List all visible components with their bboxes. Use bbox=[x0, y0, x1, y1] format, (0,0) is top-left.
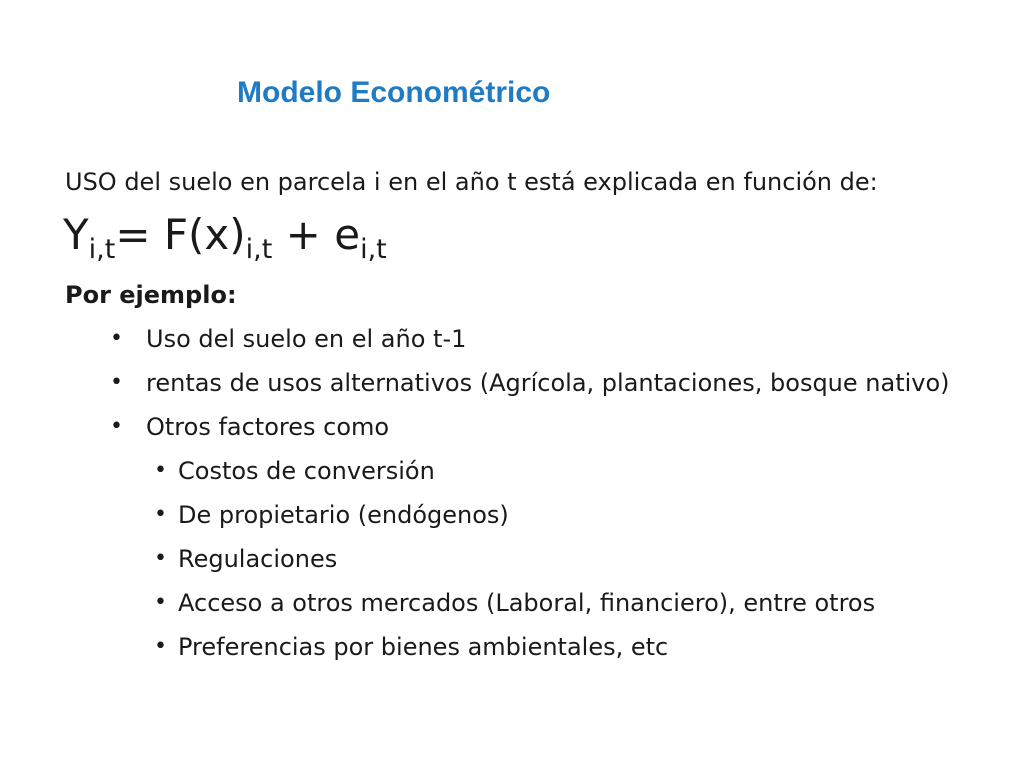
example-label: Por ejemplo: bbox=[65, 281, 237, 309]
sub-list-item bbox=[154, 630, 1014, 664]
bullet-list bbox=[110, 322, 990, 674]
formula-error-subscript: i,t bbox=[360, 234, 387, 265]
sub-bullet-list bbox=[154, 454, 1014, 664]
sub-list-item-text: Regulaciones bbox=[178, 545, 338, 573]
list-item bbox=[110, 366, 990, 400]
list-item-text: Otros factores como bbox=[146, 413, 390, 441]
bullet-icon: • bbox=[154, 634, 167, 659]
slide-title: Modelo Econométrico bbox=[237, 76, 551, 109]
formula bbox=[63, 212, 387, 265]
sub-list-item-text: Acceso a otros mercados (Laboral, financiero), entre otros bbox=[178, 589, 876, 617]
formula-error: + e bbox=[272, 210, 361, 259]
sub-list-item-text: Costos de conversión bbox=[178, 457, 435, 485]
sub-list-item bbox=[154, 454, 1014, 488]
formula-fx-subscript: i,t bbox=[245, 234, 273, 265]
formula-y: Y bbox=[63, 210, 89, 259]
sub-list-item bbox=[154, 586, 1014, 620]
formula-y-subscript: i,t bbox=[88, 234, 116, 265]
bullet-icon: • bbox=[154, 502, 167, 527]
bullet-icon: • bbox=[110, 414, 123, 439]
list-item bbox=[110, 322, 990, 356]
sub-list-item-text: Preferencias por bienes ambientales, etc bbox=[178, 633, 669, 661]
sub-list-item bbox=[154, 498, 1014, 532]
sub-list-item-text: De propietario (endógenos) bbox=[178, 501, 509, 529]
bullet-icon: • bbox=[154, 458, 167, 483]
bullet-icon: • bbox=[154, 590, 167, 615]
list-item bbox=[110, 410, 990, 664]
bullet-icon: • bbox=[110, 326, 123, 351]
list-item-text: rentas de usos alternativos (Agrícola, plantaciones, bosque nativo) bbox=[146, 369, 950, 397]
formula-function: = F(x) bbox=[115, 210, 246, 259]
intro-text: USO del suelo en parcela i en el año t está explicada en función de: bbox=[65, 168, 878, 196]
bullet-icon: • bbox=[110, 370, 123, 395]
list-item-text: Uso del suelo en el año t-1 bbox=[146, 325, 467, 353]
sub-list-item bbox=[154, 542, 1014, 576]
bullet-icon: • bbox=[154, 546, 167, 571]
